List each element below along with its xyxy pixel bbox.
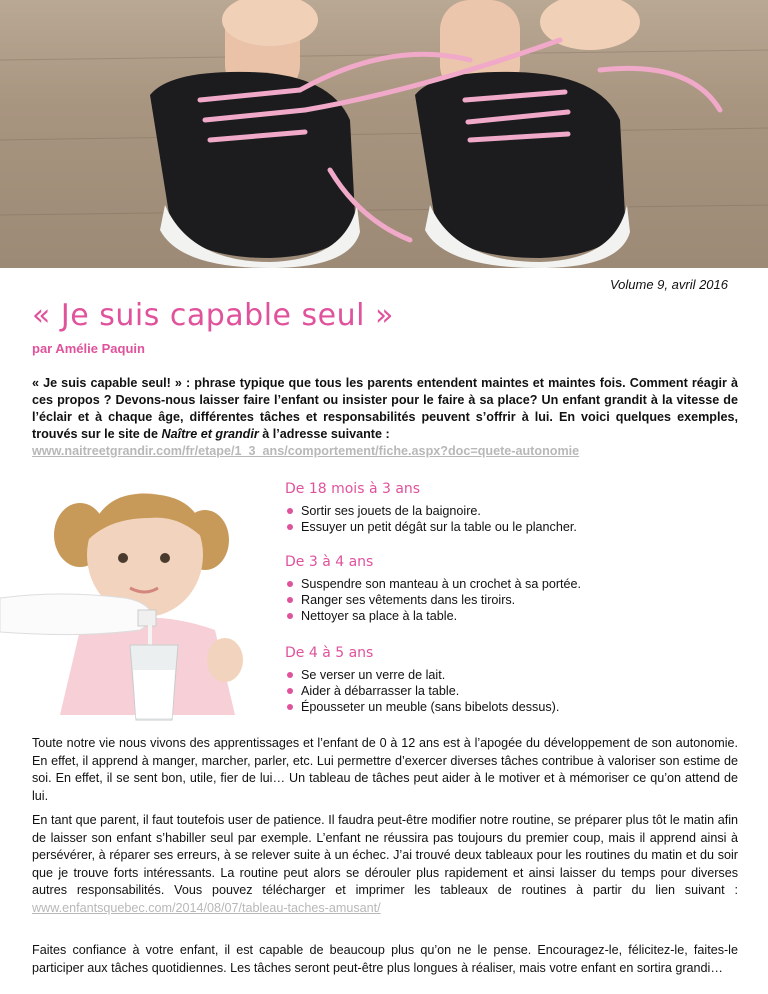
- task-list: [285, 503, 577, 535]
- intro-text-b: à l’adresse suivante :: [258, 427, 390, 441]
- task-list: [285, 576, 581, 624]
- age-section-heading: De 3 à 4 ans: [285, 554, 374, 570]
- body-paragraph-1: Toute notre vie nous vivons des apprentissages et l’enfant de 0 à 12 ans est à l’apogée du développement de son autonomie. En effet, il apprend à manger, marcher, parler, etc. Lui permettre d’exercer diverses tâches contribue à valoriser son estime de soi. En effet, il se sent bon, utile, fier de lui… Un tableau de tâches peut aider à le motiver et à mémoriser ce qu’on attend de lui.: [32, 736, 738, 803]
- age-section-4y-5y: [285, 645, 559, 715]
- article-title: « Je suis capable seul »: [32, 298, 394, 333]
- age-section-3y-4y: [285, 554, 581, 624]
- article-author: par Amélie Paquin: [32, 341, 145, 356]
- intro-text-a: « Je suis capable seul! » : phrase typique que tous les parents entendent maintes et maintes fois. Comment réagir à ces propos ? Devons-nous laisser faire l’enfant ou insister pour le faire à sa place? Un enfant grandit à la vitesse de l’éclair et à chaque âge, différentes tâches et responsabilités peuvent s’offrir à lui. En voici quelques exemples, trouvés sur le site de: [32, 376, 738, 441]
- task-item: Ranger ses vêtements dans les tiroirs.: [285, 592, 581, 608]
- child-tying-shoelaces-illustration: [0, 0, 768, 268]
- body-paragraph-2-text: En tant que parent, il faut toutefois user de patience. Il faudra peut-être modifier notre routine, se préparer plus tôt le matin afin de laisser son enfant s’habiller seul par exemple. L’enfant ne réussira pas toujours du premier coup, mais il apprend ainsi à persévérer, à réparer ses erreurs, à se relever suite à un échec. J’ai trouvé deux tableaux pour les routines du matin et du soir que je trouve forts intéressants. La routine peut alors se dérouler plus rapidement et ainsi laisser du temps pour diverses autres responsabilités. Vous pouvez télécharger et imprimer les tableaux de routines à partir du lien suivant :: [32, 813, 738, 897]
- issue-volume: Volume 9, avril 2016: [609, 277, 728, 292]
- naitre-grandir-link[interactable]: www.naitreetgrandir.com/fr/etape/1_3_ans/comportement/fiche.aspx?doc=quete-autonomie: [32, 444, 580, 458]
- routine-tables-link[interactable]: www.enfantsquebec.com/2014/08/07/tableau-taches-amusant/: [32, 900, 381, 915]
- age-section-heading: De 4 à 5 ans: [285, 645, 374, 661]
- task-item: Nettoyer sa place à la table.: [285, 608, 581, 624]
- girl-milk-photo: [0, 480, 265, 730]
- task-item: Épousseter un meuble (sans bibelots dessus).: [285, 699, 559, 715]
- body-paragraph-3: Faites confiance à votre enfant, il est capable de beaucoup plus qu’on ne le pense. Encouragez-le, félicitez-le, faites-le participer aux tâches quotidiennes. Les tâches seront peut-être plus longues à réaliser, mais votre enfant en sortira grandi…: [32, 943, 738, 975]
- intro-site-name: Naître et grandir: [161, 427, 259, 441]
- hero-photo: [0, 0, 768, 268]
- task-item: Se verser un verre de lait.: [285, 667, 559, 683]
- task-item: Suspendre son manteau à un crochet à sa portée.: [285, 576, 581, 592]
- intro-paragraph: [32, 375, 738, 460]
- task-item: Essuyer un petit dégât sur la table ou le plancher.: [285, 519, 577, 535]
- age-section-heading: De 18 mois à 3 ans: [285, 481, 421, 497]
- body-paragraph-2: [32, 812, 738, 917]
- task-item: Aider à débarrasser la table.: [285, 683, 559, 699]
- age-section-18m-3y: [285, 481, 577, 535]
- task-list: [285, 667, 559, 715]
- task-item: Sortir ses jouets de la baignoire.: [285, 503, 577, 519]
- girl-pouring-milk-illustration: [0, 480, 265, 730]
